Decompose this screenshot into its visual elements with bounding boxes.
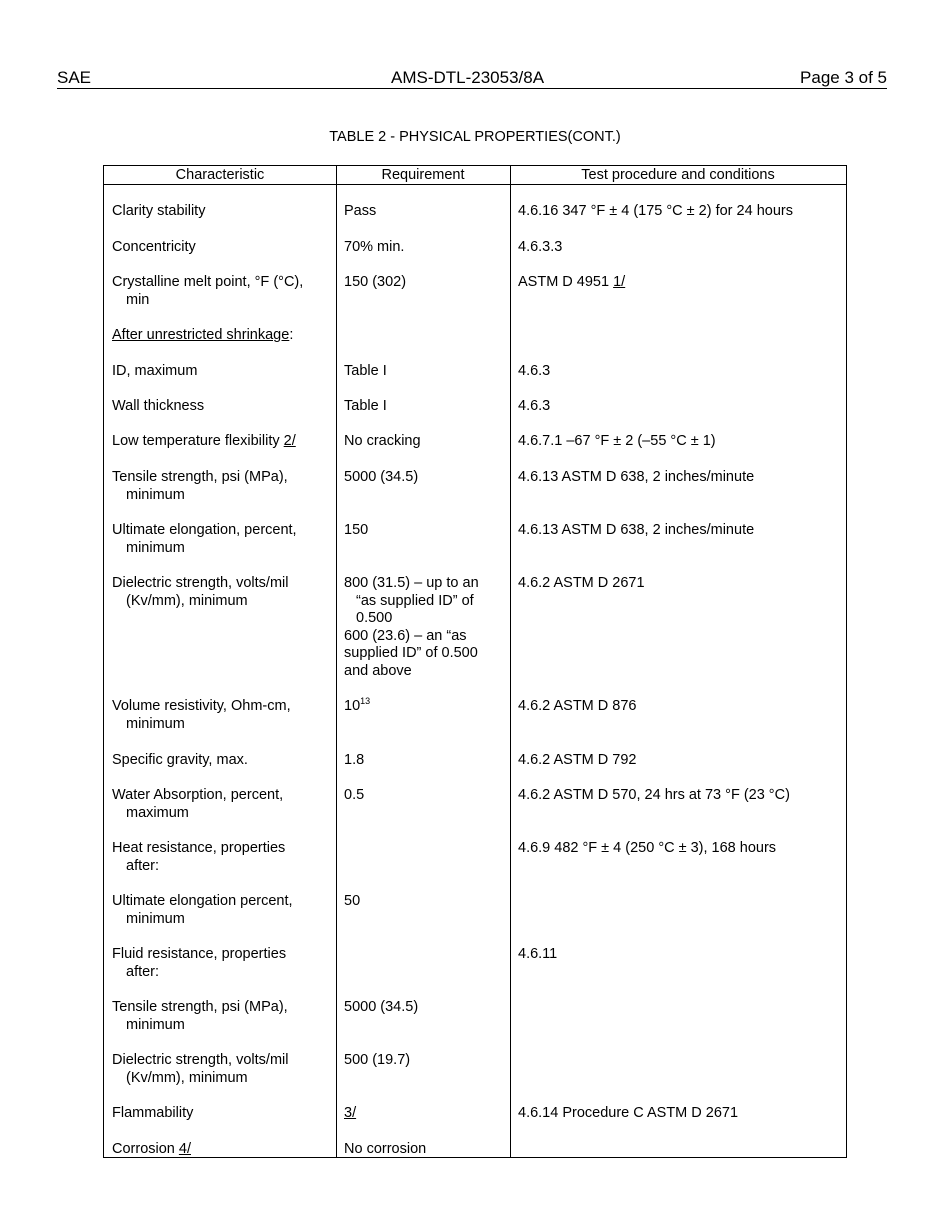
cell-line: Volume resistivity, Ohm-cm, [112, 698, 291, 714]
cell-line: Tensile strength, psi (MPa), [112, 999, 288, 1015]
cell-line: after: [126, 963, 160, 980]
cell-line: 800 (31.5) – up to an [344, 575, 479, 591]
cell-line: 600 (23.6) – an “as [344, 627, 467, 644]
cell-requirement: 150 (302) [344, 274, 407, 290]
cell-text: Low temperature flexibility [112, 433, 284, 449]
cell-test: 4.6.2 ASTM D 876 [518, 698, 637, 714]
cell-test: 4.6.3 [518, 363, 551, 379]
cell-characteristic [112, 274, 303, 309]
cell-characteristic: Wall thickness [112, 398, 205, 414]
cell-test: 4.6.9 482 °F ± 4 (250 °C ± 3), 168 hours [518, 840, 777, 856]
footnote-ref-2: 2/ [283, 433, 296, 449]
cell-characteristic: Concentricity [112, 239, 196, 255]
cell-characteristic [112, 946, 286, 981]
cell-characteristic [112, 893, 293, 928]
cell-line: Tensile strength, psi (MPa), [112, 469, 288, 485]
cell-test: 4.6.13 ASTM D 638, 2 inches/minute [518, 469, 755, 485]
cell-characteristic [112, 840, 285, 875]
footnote-ref-1: 1/ [613, 274, 626, 290]
cell-test [518, 274, 625, 292]
cell-line: min [126, 291, 150, 308]
test-text: ASTM D 4951 [518, 274, 614, 290]
cell-test: 4.6.2 ASTM D 570, 24 hrs at 73 °F (23 °C) [518, 787, 790, 803]
table-title: TABLE 2 - PHYSICAL PROPERTIES(CONT.) [329, 129, 621, 145]
cell-test: 4.6.2 ASTM D 2671 [518, 575, 645, 591]
footnote-ref-4: 4/ [178, 1141, 191, 1157]
cell-characteristic: Specific gravity, max. [112, 752, 248, 768]
column-header-test: Test procedure and conditions [581, 167, 775, 183]
cell-line: and above [344, 662, 412, 679]
power-exponent: 13 [360, 696, 371, 706]
page-header [57, 68, 887, 89]
cell-line: Water Absorption, percent, [112, 787, 284, 803]
cell-characteristic [112, 327, 293, 345]
cell-line: minimum [126, 539, 185, 556]
cell-characteristic: Flammability [112, 1105, 194, 1121]
cell-characteristic [112, 433, 296, 451]
header-divider [104, 184, 846, 185]
cell-characteristic [112, 698, 291, 733]
cell-line: supplied ID” of 0.500 [344, 645, 478, 661]
cell-line: after: [126, 857, 160, 874]
column-header-requirement: Requirement [381, 167, 465, 183]
cell-characteristic: Clarity stability [112, 203, 206, 219]
cell-line: “as supplied ID” of [356, 592, 474, 609]
column-test-procedure [510, 166, 846, 1157]
cell-test: 4.6.3 [518, 398, 551, 414]
cell-line: Ultimate elongation, percent, [112, 522, 297, 538]
cell-requirement: 5000 (34.5) [344, 999, 419, 1015]
cell-line: minimum [126, 715, 185, 732]
cell-requirement: Pass [344, 203, 377, 219]
cell-line: Dielectric strength, volts/mil [112, 575, 289, 591]
cell-line: minimum [126, 486, 185, 503]
cell-requirement [344, 698, 370, 716]
cell-test: 4.6.2 ASTM D 792 [518, 752, 637, 768]
cell-characteristic [112, 469, 288, 504]
cell-text: Corrosion [112, 1141, 179, 1157]
cell-characteristic: ID, maximum [112, 363, 198, 379]
cell-test: 4.6.13 ASTM D 638, 2 inches/minute [518, 522, 755, 538]
cell-line: Fluid resistance, properties [112, 946, 287, 962]
cell-line: minimum [126, 910, 185, 927]
cell-requirement [344, 575, 479, 680]
cell-requirement: No cracking [344, 433, 421, 449]
cell-test: 4.6.14 Procedure C ASTM D 2671 [518, 1105, 739, 1121]
cell-requirement: 150 [344, 522, 369, 538]
cell-test: 4.6.3.3 [518, 239, 563, 255]
cell-line: (Kv/mm), minimum [126, 1069, 248, 1086]
cell-line: minimum [126, 1016, 185, 1033]
cell-test: 4.6.7.1 –67 °F ± 2 (–55 °C ± 1) [518, 433, 716, 449]
section-heading: After unrestricted shrinkage [112, 327, 290, 343]
cell-requirement: Table I [344, 363, 387, 379]
cell-line: 0.500 [356, 610, 393, 626]
cell-line: Heat resistance, properties [112, 840, 286, 856]
cell-line: Crystalline melt point, °F (°C), [112, 274, 304, 290]
column-header-characteristic: Characteristic [175, 167, 265, 183]
cell-requirement: Table I [344, 398, 387, 414]
heading-colon: : [289, 327, 294, 343]
cell-requirement: 0.5 [344, 787, 365, 803]
cell-line: maximum [126, 804, 189, 821]
cell-line: Dielectric strength, volts/mil [112, 1052, 289, 1068]
footnote-ref-3: 3/ [344, 1105, 357, 1121]
header-doc-id: AMS-DTL-23053/8A [391, 68, 545, 87]
cell-requirement: 5000 (34.5) [344, 469, 419, 485]
cell-characteristic [112, 522, 297, 557]
power-base: 10 [344, 698, 361, 714]
cell-requirement: 500 (19.7) [344, 1052, 411, 1068]
physical-properties-table [103, 165, 847, 1158]
cell-requirement: 70% min. [344, 239, 405, 255]
cell-line: (Kv/mm), minimum [126, 592, 248, 609]
cell-line: Ultimate elongation percent, [112, 893, 293, 909]
cell-requirement: 1.8 [344, 752, 365, 768]
header-page-number: Page 3 of 5 [800, 68, 887, 87]
cell-requirement: 50 [344, 893, 361, 909]
cell-characteristic [112, 1052, 288, 1087]
header-org: SAE [57, 68, 92, 87]
cell-characteristic [112, 1141, 191, 1159]
cell-characteristic [112, 787, 283, 822]
cell-requirement: No corrosion [344, 1141, 427, 1157]
cell-test: 4.6.11 [518, 946, 558, 962]
cell-characteristic [112, 999, 288, 1034]
cell-test: 4.6.16 347 °F ± 4 (175 °C ± 2) for 24 hours [518, 203, 793, 219]
cell-characteristic [112, 575, 288, 610]
